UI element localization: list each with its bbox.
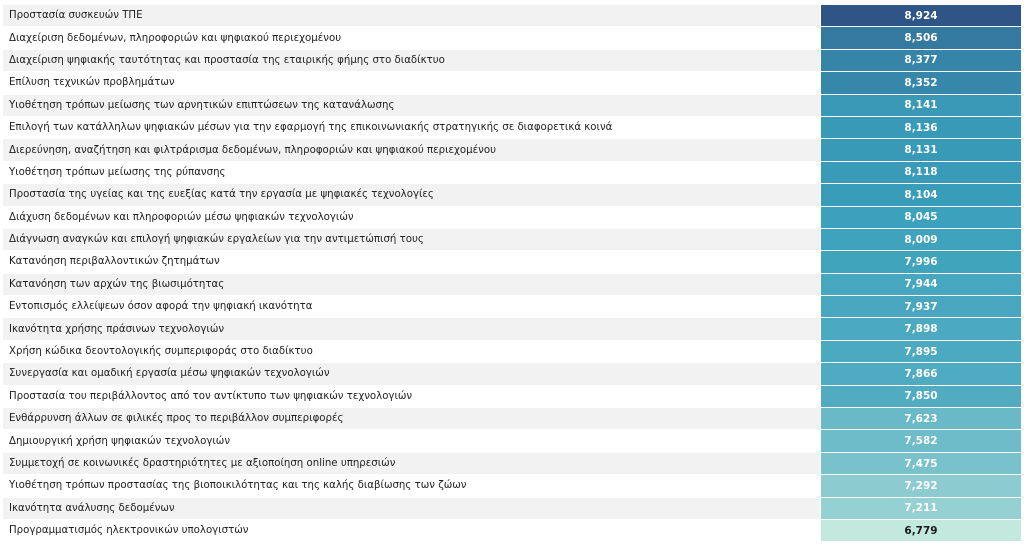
row-label: Επιλογή των κατάλληλων ψηφιακών μέσων για την εφαρμογή της επικοινωνιακής στρατηγικής σε διαφορετικά κοινά — [3, 117, 821, 138]
table-row — [3, 50, 1021, 72]
value-cell: 7,623 — [821, 408, 1021, 429]
table-row — [3, 162, 1021, 184]
value-cell: 8,045 — [821, 207, 1021, 228]
row-label: Χρήση κώδικα δεοντολογικής συμπεριφοράς στο διαδίκτυο — [3, 341, 821, 362]
row-label: Συμμετοχή σε κοινωνικές δραστηριότητες με αξιοποίηση online υπηρεσιών — [3, 453, 821, 474]
table-row — [3, 341, 1021, 363]
value-cell: 7,211 — [821, 498, 1021, 519]
table-row — [3, 363, 1021, 385]
value-cell: 8,506 — [821, 27, 1021, 48]
row-label: Δημιουργική χρήση ψηφιακών τεχνολογιών — [3, 430, 821, 451]
row-label: Υιοθέτηση τρόπων προστασίας της βιοποικιλότητας και της καλής διαβίωσης των ζώων — [3, 475, 821, 496]
value-cell: 8,009 — [821, 229, 1021, 250]
value-cell: 6,779 — [821, 520, 1021, 541]
value-cell: 7,850 — [821, 386, 1021, 407]
value-cell: 8,924 — [821, 5, 1021, 26]
table-row — [3, 72, 1021, 94]
row-label: Προστασία της υγείας και της ευεξίας κατά την εργασία με ψηφιακές τεχνολογίες — [3, 184, 821, 205]
row-label: Ικανότητα χρήσης πράσινων τεχνολογιών — [3, 318, 821, 339]
row-label: Υιοθέτηση τρόπων μείωσης της ρύπανσης — [3, 162, 821, 183]
heatmap-table — [3, 5, 1021, 542]
value-cell: 7,866 — [821, 363, 1021, 384]
value-cell: 7,996 — [821, 251, 1021, 272]
table-row — [3, 453, 1021, 475]
value-cell: 8,136 — [821, 117, 1021, 138]
table-row — [3, 386, 1021, 408]
value-cell: 8,104 — [821, 184, 1021, 205]
table-row — [3, 229, 1021, 251]
table-row — [3, 207, 1021, 229]
row-label: Συνεργασία και ομαδική εργασία μέσω ψηφιακών τεχνολογιών — [3, 363, 821, 384]
table-row — [3, 139, 1021, 161]
table-row — [3, 430, 1021, 452]
row-label: Υιοθέτηση τρόπων μείωσης των αρνητικών επιπτώσεων της κατανάλωσης — [3, 95, 821, 116]
value-cell: 8,131 — [821, 139, 1021, 160]
value-cell: 7,292 — [821, 475, 1021, 496]
row-label: Προστασία συσκευών ΤΠΕ — [3, 5, 821, 26]
row-label: Διαχείριση ψηφιακής ταυτότητας και προστασία της εταιρικής φήμης στο διαδίκτυο — [3, 50, 821, 71]
table-row — [3, 27, 1021, 49]
row-label: Επίλυση τεχνικών προβλημάτων — [3, 72, 821, 93]
table-row — [3, 498, 1021, 520]
value-cell: 7,898 — [821, 318, 1021, 339]
value-cell: 8,377 — [821, 50, 1021, 71]
row-label: Ενθάρρυνση άλλων σε φιλικές προς το περιβάλλον συμπεριφορές — [3, 408, 821, 429]
table-row — [3, 475, 1021, 497]
row-label: Διερεύνηση, αναζήτηση και φιλτράρισμα δεδομένων, πληροφοριών και ψηφιακού περιεχομένου — [3, 139, 821, 160]
table-row — [3, 274, 1021, 296]
table-row — [3, 95, 1021, 117]
row-label: Προστασία του περιβάλλοντος από τον αντίκτυπο των ψηφιακών τεχνολογιών — [3, 386, 821, 407]
table-row — [3, 408, 1021, 430]
table-row — [3, 184, 1021, 206]
table-row — [3, 318, 1021, 340]
value-cell: 7,895 — [821, 341, 1021, 362]
row-label: Κατανόηση των αρχών της βιωσιμότητας — [3, 274, 821, 295]
table-row — [3, 117, 1021, 139]
value-cell: 7,582 — [821, 430, 1021, 451]
row-label: Εντοπισμός ελλείψεων όσον αφορά την ψηφιακή ικανότητα — [3, 296, 821, 317]
value-cell: 7,944 — [821, 274, 1021, 295]
table-row — [3, 296, 1021, 318]
row-label: Διάγνωση αναγκών και επιλογή ψηφιακών εργαλείων για την αντιμετώπισή τους — [3, 229, 821, 250]
value-cell: 8,141 — [821, 95, 1021, 116]
row-label: Ικανότητα ανάλυσης δεδομένων — [3, 498, 821, 519]
row-label: Διαχείριση δεδομένων, πληροφοριών και ψηφιακού περιεχομένου — [3, 27, 821, 48]
value-cell: 8,118 — [821, 162, 1021, 183]
row-label: Κατανόηση περιβαλλοντικών ζητημάτων — [3, 251, 821, 272]
row-label: Προγραμματισμός ηλεκτρονικών υπολογιστών — [3, 520, 821, 541]
table-row — [3, 5, 1021, 27]
value-cell: 7,475 — [821, 453, 1021, 474]
value-cell: 7,937 — [821, 296, 1021, 317]
table-row — [3, 520, 1021, 542]
row-label: Διάχυση δεδομένων και πληροφοριών μέσω ψηφιακών τεχνολογιών — [3, 207, 821, 228]
table-row — [3, 251, 1021, 273]
value-cell: 8,352 — [821, 72, 1021, 93]
